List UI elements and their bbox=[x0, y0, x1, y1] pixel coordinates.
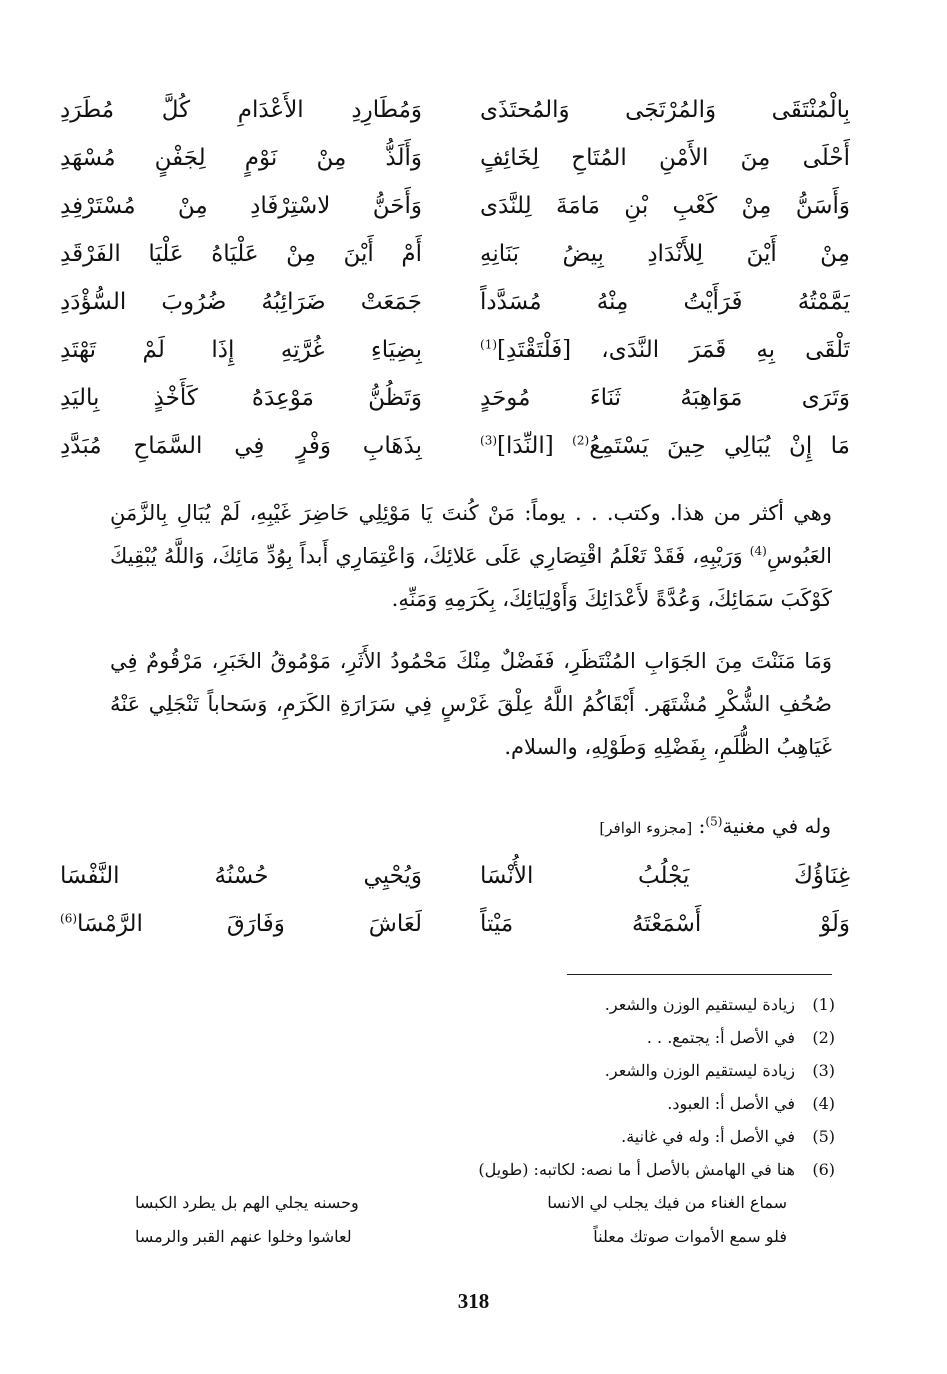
second-hemistich: وَأَحَنُّ لاسْتِرْفَادِ مِنْ مُسْتَرْفِدِ bbox=[60, 193, 422, 219]
footnote-text: في الأصل أ: العبود. bbox=[667, 1094, 795, 1113]
first-hemistich: بِالْمُنْتَقَى وَالمُرْتَجَى وَالمُحتَذَى bbox=[480, 97, 850, 123]
poem-verse bbox=[60, 422, 850, 470]
second-hemistich: وَيُحْيِي حُسْنُهُ النَّفْسَا bbox=[60, 863, 422, 889]
meter-label: [مجزوء الوافر] bbox=[599, 819, 693, 837]
footnote bbox=[125, 988, 835, 1021]
footnote-text: في الأصل أ: يجتمع. . . bbox=[646, 1028, 795, 1047]
second-hemistich: وَتَظُنُّ مَوْعِدَهُ كَأَخْذٍ بِاليَدِ bbox=[60, 385, 422, 411]
second-hemistich: لعاشوا وخلوا عنهم القبر والرمسا bbox=[135, 1227, 352, 1246]
poem-verse bbox=[60, 86, 850, 134]
paragraph-text: وَرَيْبِهِ، فَقَدْ تَعْلَمُ اقْتِصَارِي عَلَى عَلائِكَ، وَاعْتِمَارِي أَبداً بِوُدِّ مَائِكَ، وَاللَّهُ يُبْقِيكَ كَوْكَبَ سَمَائِكَ، وَعُدَّةً لأَعْدَائِكَ وَأَوْلِيَائِكَ، بِكَرَمِهِ وَمَنِّهِ. bbox=[110, 544, 832, 611]
poem-verse bbox=[60, 182, 850, 230]
first-hemistich: وَلَوْ أَسْمَعْتَهُ مَيْتاً bbox=[480, 911, 850, 937]
poem-block bbox=[60, 86, 850, 470]
footnote bbox=[125, 1021, 835, 1054]
first-hemistich: أَحْلَى مِنَ الأَمْنِ المُتَاحِ لِخَائِفٍ bbox=[480, 145, 850, 171]
second-hemistich: بِذَهَابِ وَفْرٍ فِي السَّمَاحِ مُبَدَّدِ bbox=[60, 433, 422, 459]
second-hemistich: وَأَلَذُّ مِنْ نَوْمٍ لِجَفْنٍ مُسْهَدِ bbox=[60, 145, 422, 171]
second-hemistich: وَمُطَارِدِ الأَعْدَامِ كُلَّ مُطَرَدِ bbox=[60, 97, 422, 123]
poem-verse bbox=[60, 230, 850, 278]
footnote-text: هنا في الهامش بالأصل أ ما نصه: لكاتبه: (طويل) bbox=[478, 1160, 795, 1179]
footnote-verse bbox=[135, 1220, 795, 1254]
first-hemistich: وَأَسَنُّ مِنْ كَعْبِ بْنِ مَامَةَ لِلنَّدَى bbox=[480, 193, 850, 219]
poem-verse bbox=[60, 134, 850, 182]
footnote-marker[interactable]: (2) bbox=[572, 433, 590, 448]
footnote-number: (5) bbox=[812, 1127, 835, 1146]
first-hemistich: فلو سمع الأموات صوتك معلناً bbox=[593, 1227, 787, 1246]
footnote-number: (3) bbox=[812, 1061, 835, 1080]
second-hemistich: جَمَعَتْ ضَرَائِبُهُ ضُرُوبَ السُّؤْدَدِ bbox=[60, 289, 422, 315]
hemistich-text: مَا إِنْ يُبَالِي حِينَ يَسْتَمِعُ bbox=[589, 433, 850, 459]
footnote-marker[interactable]: (5) bbox=[705, 814, 723, 829]
first-hemistich: سماع الغناء من فيك يجلب لي الانسا bbox=[547, 1193, 787, 1212]
footnote-number: (1) bbox=[812, 995, 835, 1014]
footnote-text: في الأصل أ: وله في غانية. bbox=[621, 1127, 795, 1146]
page-number: 318 bbox=[457, 1289, 490, 1313]
poem-verse bbox=[60, 326, 850, 374]
footnote bbox=[125, 1120, 835, 1153]
poem-block bbox=[60, 852, 850, 948]
hemistich-text: لَعَاشَ وَفَارَقَ الرَّمْسَا bbox=[77, 911, 422, 937]
footnote-marker[interactable]: (3) bbox=[480, 433, 498, 448]
poem-verse bbox=[60, 278, 850, 326]
first-hemistich bbox=[480, 326, 850, 374]
prose-paragraph: وَمَا مَنَنْتَ مِنَ الجَوَابِ المُنْتَظَرِ، فَفَضْلٌ مِنْكَ مَحْمُودُ الأَثَرِ، مَوْمُوقُ الخَبَرِ، مَرْقُومٌ فِي صُحُفِ الشُّكْرِ مُشْتَهَر. أَبْقَاكُمُ اللَّهُ عِلْقَ غَرْسٍ فِي سَرَارَةِ الكَرَمِ، وَسَحاباً تَنْجَلِي عَنْهُ غَيَاهِبُ الظُّلَمِ، بِفَضْلِهِ وَطَوْلِهِ، والسلام. bbox=[110, 649, 832, 759]
second-hemistich: وحسنه يجلي الهم بل يطرد الكبسا bbox=[135, 1193, 359, 1212]
footnotes bbox=[125, 988, 835, 1254]
first-hemistich: وَتَرَى مَوَاهِبَهُ ثَنَاءَ مُوحَدٍ bbox=[480, 385, 850, 411]
footnote-number: (4) bbox=[812, 1094, 835, 1113]
poem-verse bbox=[60, 900, 850, 948]
poem-intro bbox=[331, 806, 831, 848]
first-hemistich: يَمَّمْتُهُ فَرَأَيْتُ مِنْهُ مُسَدَّداً bbox=[480, 289, 850, 315]
footnote bbox=[125, 1153, 835, 1186]
first-hemistich bbox=[480, 422, 850, 470]
footnote bbox=[125, 1054, 835, 1087]
footnote-divider bbox=[567, 974, 832, 975]
second-hemistich: بِضِيَاءِ غُرَّتِهِ إِذَا لَمْ تَهْتَدِ bbox=[60, 337, 422, 363]
intro-colon: : bbox=[692, 814, 706, 838]
hemistich-text: تَلْقَى بِهِ قَمَرَ النَّدَى، [فَلْتَقْتَدِ] bbox=[497, 337, 850, 363]
footnote-number: (2) bbox=[812, 1028, 835, 1047]
footnote-number: (6) bbox=[812, 1160, 835, 1179]
intro-text: وله في مغنية bbox=[722, 814, 831, 838]
footnote-marker[interactable]: (4) bbox=[749, 544, 767, 558]
second-hemistich: أَمْ أَيْنَ مِنْ عَلْيَاهُ عَلْيَا الفَرْقَدِ bbox=[60, 241, 422, 267]
first-hemistich: غِنَاؤُكَ يَجْلُبُ الأُنْسَا bbox=[480, 863, 850, 889]
footnote-verse bbox=[135, 1186, 795, 1220]
footnote-marker[interactable]: (6) bbox=[60, 911, 78, 926]
poem-verse bbox=[60, 374, 850, 422]
footnote-text: زيادة ليستقيم الوزن والشعر. bbox=[604, 995, 795, 1014]
first-hemistich: مِنْ أَيْنَ لِلأَنْدَادِ بِيضُ بَنَانِهِ bbox=[480, 241, 850, 267]
paragraph-text: وهي أكثر من هذا. وكتب. . . يوماً: مَنْ كُنتَ يَا مَوْئِلِي حَاضِرَ غَيْبِهِ، لَمْ يُبَالِ بِالزَّمَنِ العَبُوسِ bbox=[110, 501, 832, 568]
footnote bbox=[125, 1087, 835, 1120]
footnote-marker[interactable]: (1) bbox=[480, 337, 498, 352]
hemistich-text: [النِّدَا] bbox=[497, 433, 573, 459]
prose-paragraph bbox=[110, 492, 832, 621]
second-hemistich bbox=[60, 900, 422, 948]
footnote-text: زيادة ليستقيم الوزن والشعر. bbox=[604, 1061, 795, 1080]
poem-verse bbox=[60, 852, 850, 900]
